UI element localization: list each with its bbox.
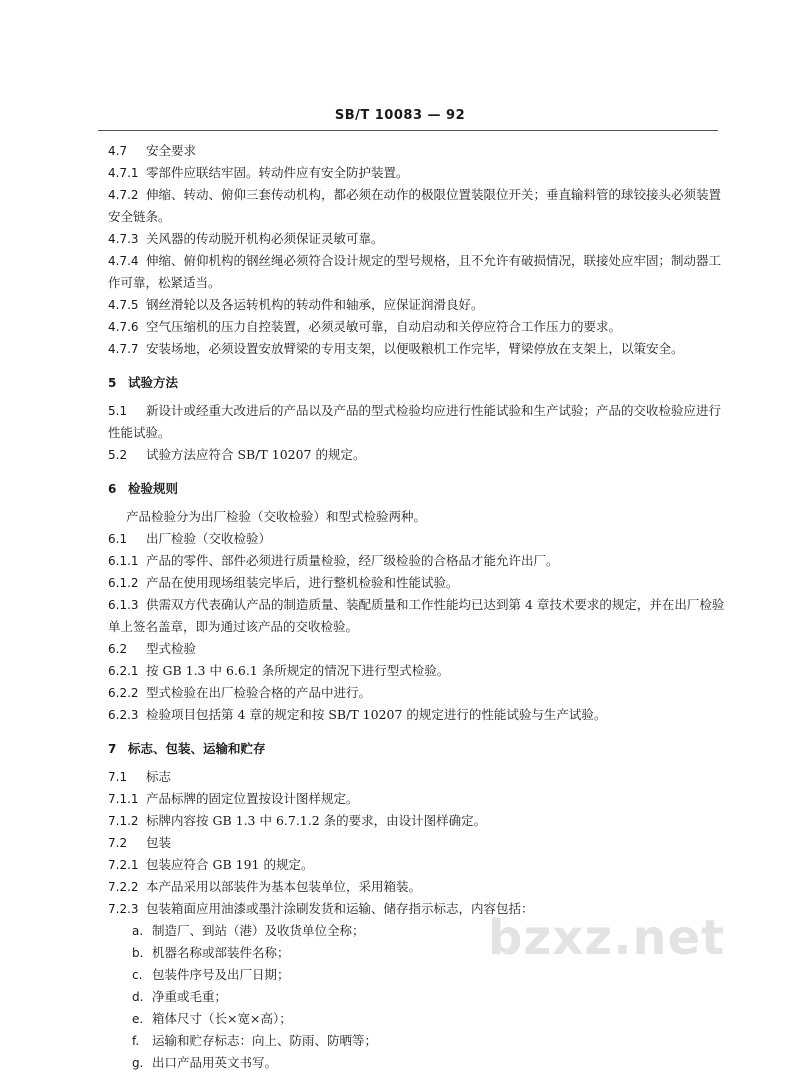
section-heading [108, 478, 728, 500]
list-item [108, 986, 728, 1008]
clause-text: 制造厂、到站（港）及收货单位全称； [152, 923, 365, 938]
section-heading [108, 738, 728, 760]
clause-text: 安装场地，必须设置安放臂梁的专用支架，以便吸粮机工作完毕，臂梁停放在支架上，以策安全。 [146, 341, 684, 356]
section-heading [108, 372, 728, 394]
clause-text: 净重或毛重； [152, 989, 228, 1004]
clause-text: 本产品采用以部装件为基本包装单位，采用箱装。 [146, 879, 422, 894]
clause-number: 6.2.1 [108, 664, 139, 678]
clause-line [108, 316, 728, 338]
clause-line [108, 338, 728, 360]
clause-text: 关风器的传动脱开机构必须保证灵敏可靠。 [146, 231, 384, 246]
clause-number: a. [132, 924, 144, 938]
clause-line [108, 766, 728, 788]
clause-text: 产品检验分为出厂检验（交收检验）和型式检验两种。 [126, 509, 427, 524]
clause-number: 4.7.2 [108, 188, 139, 202]
clause-line [108, 140, 728, 162]
clause-line [108, 184, 728, 228]
watermark: bzxz.net [488, 910, 726, 966]
clause-text: 试验方法应符合 SB/T 10207 的规定。 [146, 447, 366, 462]
header-rule [98, 130, 718, 131]
clause-line [108, 594, 728, 638]
clause-line [108, 854, 728, 876]
clause-number: 6 [108, 482, 117, 496]
clause-number: g. [132, 1056, 144, 1070]
clause-line [108, 444, 728, 466]
clause-text: 产品的零件、部件必须进行质量检验，经厂级检验的合格品才能允许出厂。 [146, 553, 559, 568]
clause-text: 试验方法 [128, 375, 179, 390]
clause-text: 产品标牌的固定位置按设计图样规定。 [146, 791, 359, 806]
clause-number: 7 [108, 742, 117, 756]
clause-number: 6.1.3 [108, 598, 139, 612]
clause-number: 5.2 [108, 448, 128, 462]
clause-text: 包装 [146, 835, 172, 850]
clause-text: 零部件应联结牢固。转动件应有安全防护装置。 [146, 165, 409, 180]
clause-text: 运输和贮存标志：向上、防雨、防晒等； [152, 1033, 378, 1048]
clause-line [108, 572, 728, 594]
clause-line [108, 528, 728, 550]
clause-line [108, 638, 728, 660]
clause-text: 钢丝滑轮以及各运转机构的转动件和轴承，应保证润滑良好。 [146, 297, 484, 312]
clause-number: 7.2.1 [108, 858, 139, 872]
page-header: SB/T 10083 — 92 [334, 108, 466, 123]
clause-number: 6.2.3 [108, 708, 139, 722]
clause-number: 4.7.6 [108, 320, 139, 334]
clause-number: 4.7.5 [108, 298, 139, 312]
clause-number: e. [132, 1012, 144, 1026]
clause-line [108, 876, 728, 898]
clause-number: 6.1.1 [108, 554, 139, 568]
clause-line [108, 294, 728, 316]
clause-number: 6.1.2 [108, 576, 139, 590]
clause-text: 产品在使用现场组装完毕后，进行整机检验和性能试验。 [146, 575, 459, 590]
clause-number: 7.1.2 [108, 814, 139, 828]
clause-text: 检验项目包括第 4 章的规定和按 SB/T 10207 的规定进行的性能试验与生产试验。 [146, 707, 607, 722]
clause-number: 6.2 [108, 642, 128, 656]
clause-line [108, 228, 728, 250]
clause-line [108, 832, 728, 854]
clause-line [108, 788, 728, 810]
clause-text: 机器名称或部装件名称； [152, 945, 290, 960]
clause-text: 型式检验在出厂检验合格的产品中进行。 [146, 685, 372, 700]
clause-line [108, 400, 728, 444]
clause-line [108, 550, 728, 572]
clause-text: 空气压缩机的压力自控装置，必须灵敏可靠，自动启动和关停应符合工作压力的要求。 [146, 319, 622, 334]
clause-text: 检验规则 [128, 481, 179, 496]
clause-text: 标志、包装、运输和贮存 [128, 741, 266, 756]
clause-text: 出口产品用英文书写。 [152, 1055, 278, 1070]
clause-line [108, 250, 728, 294]
clause-line [108, 162, 728, 184]
list-item [108, 1052, 728, 1074]
list-item [108, 1030, 728, 1052]
clause-text: 标牌内容按 GB 1.3 中 6.7.1.2 条的要求，由设计图样确定。 [146, 813, 487, 828]
clause-number: 5.1 [108, 404, 128, 418]
clause-number: 7.2.3 [108, 902, 139, 916]
clause-text: 型式检验 [146, 641, 197, 656]
clause-number: 7.2 [108, 836, 128, 850]
clause-number: 4.7.3 [108, 232, 139, 246]
clause-line [108, 682, 728, 704]
clause-number: d. [132, 990, 144, 1004]
clause-text: 包装件序号及出厂日期； [152, 967, 290, 982]
clause-line [108, 506, 728, 528]
clause-line [108, 810, 728, 832]
clause-text: 出厂检验（交收检验） [146, 531, 272, 546]
clause-text: 供需双方代表确认产品的制造质量、装配质量和工作性能均已达到第 4 章技术要求的规定，并在出厂检验单上签名盖章，即为通过该产品的交收检验。 [108, 597, 725, 634]
clause-text: 箱体尺寸（长×宽×高）； [152, 1011, 292, 1026]
clause-number: 6.2.2 [108, 686, 139, 700]
clause-number: c. [132, 968, 143, 982]
clause-text: 包装应符合 GB 191 的规定。 [146, 857, 314, 872]
clause-number: 4.7.1 [108, 166, 139, 180]
clause-text: 安全要求 [146, 143, 197, 158]
clause-number: 5 [108, 376, 117, 390]
clause-number: b. [132, 946, 144, 960]
clause-number: f. [132, 1034, 140, 1048]
clause-number: 7.2.2 [108, 880, 139, 894]
list-item [108, 1008, 728, 1030]
clause-number: 7.1.1 [108, 792, 139, 806]
clause-line [108, 660, 728, 682]
clause-text: 按 GB 1.3 中 6.6.1 条所规定的情况下进行型式检验。 [146, 663, 450, 678]
clause-number: 4.7.7 [108, 342, 139, 356]
clause-text: 新设计或经重大改进后的产品以及产品的型式检验均应进行性能试验和生产试验；产品的交收检验应进行性能试验。 [108, 403, 722, 440]
clause-text: 包装箱面应用油漆或墨汁涂刷发货和运输、储存指示标志，内容包括： [146, 901, 534, 916]
clause-number: 4.7 [108, 144, 128, 158]
clause-number: 4.7.4 [108, 254, 139, 268]
clause-number: 7.1 [108, 770, 128, 784]
clause-text: 标志 [146, 769, 172, 784]
clause-text: 伸缩、俯仰机构的钢丝绳必须符合设计规定的型号规格，且不允许有破损情况，联接处应牢固；制动器工作可靠，松紧适当。 [108, 253, 722, 290]
clause-number: 6.1 [108, 532, 128, 546]
list-item [108, 964, 728, 986]
clause-text: 伸缩、转动、俯仰三套传动机构，都必须在动作的极限位置装限位开关；垂直输料管的球铰接头必须装置安全链条。 [108, 187, 722, 224]
clause-line [108, 704, 728, 726]
